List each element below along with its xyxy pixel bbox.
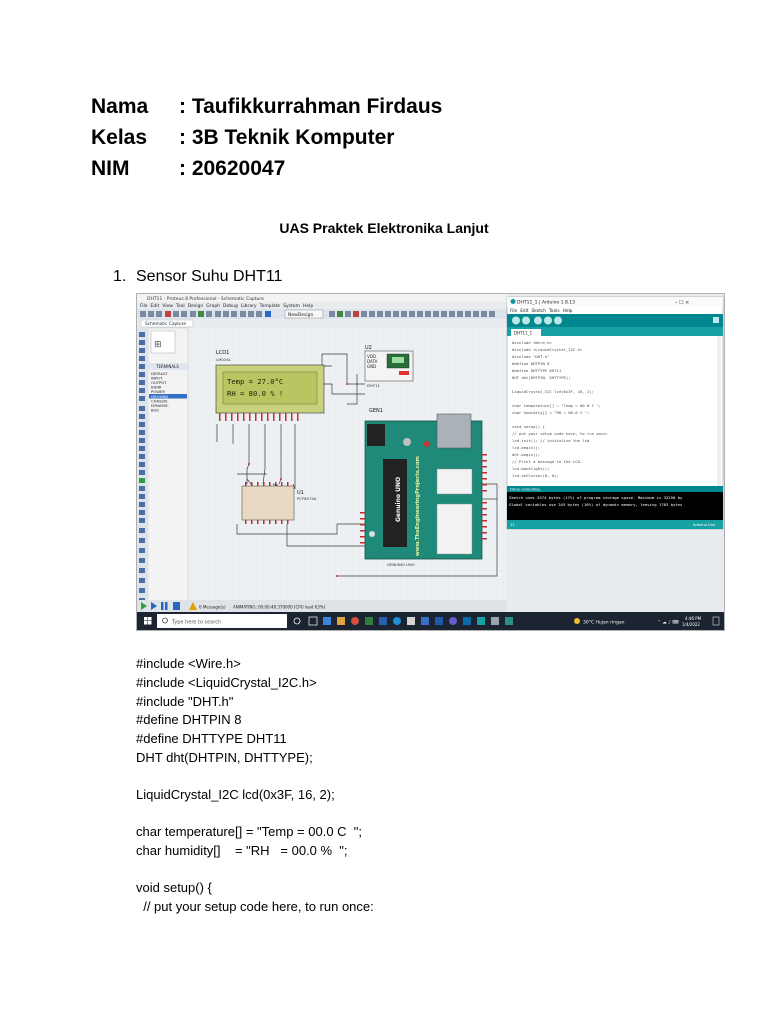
taskbar-weather[interactable]: 30°C Hujan ringan — [583, 620, 625, 626]
svg-text:OUTPUT: OUTPUT — [151, 380, 167, 385]
svg-text:char temperature[] = "Temp = 0: char temperature[] = "Temp = 00.0 C "; — [512, 403, 602, 408]
terminals-header: TERMINALS — [156, 364, 179, 369]
window-controls[interactable]: – ☐ × — [675, 300, 690, 306]
pause-icon — [161, 602, 164, 610]
proteus-title: DHT11 - Proteus 8 Professional - Schematic Capture — [147, 297, 264, 302]
code-line: #include <Wire.h> — [136, 656, 241, 671]
svg-text:#include "DHT.h": #include "DHT.h" — [512, 354, 550, 359]
svg-text:FileEditViewToolDesignGraphDeb — [140, 303, 313, 309]
svg-text:#define DHTPIN 8: #define DHTPIN 8 — [512, 361, 550, 366]
svg-text:CHASSIS: CHASSIS — [151, 398, 168, 404]
name-value: : Taufikkurrahman Firdaus — [179, 95, 443, 118]
document-title: UAS Praktek Elektronika Lanjut — [279, 220, 489, 236]
svg-text:// Print a message to the LCD.: // Print a message to the LCD. — [512, 459, 583, 464]
svg-text:// put your setup code here, t: // put your setup code here, to run once: — [512, 431, 609, 436]
code-line: #define DHTPIN 8 — [136, 712, 242, 727]
design-combo-text: NewDesign — [288, 313, 314, 318]
svg-text:DYNAMIC: DYNAMIC — [151, 403, 169, 408]
svg-text:DHT11_1: DHT11_1 — [514, 330, 533, 336]
code-line: #define DHTTYPE DHT11 — [136, 731, 287, 746]
schematic-tab-label: Schematic Capture — [145, 322, 186, 327]
code-line: LiquidCrystal_I2C lcd(0x3F, 16, 2); — [136, 787, 335, 802]
svg-text:Sketch uses 5574 bytes (17%) o: Sketch uses 5574 bytes (17%) of program storage space. Maximum is 32256 by — [509, 495, 683, 500]
arduino-board — [365, 414, 482, 559]
preview-icon: ⊞ — [154, 340, 162, 350]
svg-text:DHT dht(DHTPIN, DHTTYPE);: DHT dht(DHTPIN, DHTTYPE); — [512, 375, 571, 380]
menu-library: Library — [240, 304, 257, 309]
arduino-footer: GENUINO UNO — [387, 562, 415, 567]
svg-text:VDD: VDD — [367, 354, 376, 359]
nim-label: NIM — [91, 157, 130, 180]
svg-text:char humidity[] = "RH = 0: char humidity[] = "RH = 00.0 % "; — [512, 410, 590, 415]
menu-debug: Debug — [223, 304, 238, 309]
lcd-line-2: RH = 80.0 % ! — [227, 389, 284, 398]
taskbar-time: 4:46 PM — [685, 616, 702, 621]
pcf8574a-chip — [242, 486, 294, 520]
code-line: char humidity[] = "RH = 00.0 % "; — [136, 843, 348, 858]
svg-text:BIDIR: BIDIR — [151, 384, 162, 390]
code-line: // put your setup code here, to run once: — [136, 899, 374, 914]
animating-status: ANIMATING: 00:00:48.370000 (CPU load 63%) — [233, 604, 326, 610]
svg-text:BUS: BUS — [151, 407, 159, 413]
arduino-label: Genuino UNO — [395, 476, 402, 522]
search-placeholder: Type here to search — [172, 619, 222, 626]
toolbar-icons-2[interactable] — [329, 311, 495, 317]
svg-text:lcd.setCursor(0, 0);: lcd.setCursor(0, 0); — [512, 473, 559, 478]
menu-graph: Graph — [206, 304, 221, 309]
stop-icon — [173, 602, 180, 610]
gen-ref: GEN1 — [369, 408, 383, 414]
class-value: : 3B Teknik Komputer — [179, 126, 395, 149]
svg-text:GROUND: GROUND — [151, 393, 169, 399]
nim-value: : 20620047 — [179, 157, 286, 180]
arduino-line-no: 11 — [510, 522, 515, 527]
weather-icon — [574, 618, 580, 624]
messages-count[interactable]: 6 Message(s) — [199, 604, 226, 610]
menu-edit: Edit — [150, 304, 160, 309]
svg-text:lcd.init(); // initi: lcd.init(); // initialize the lcd — [512, 438, 590, 443]
svg-text:#include <LiquidCrystal_I2C.h>: #include <LiquidCrystal_I2C.h> — [512, 347, 583, 352]
taskbar-date: 1/4/2022 — [682, 622, 700, 627]
svg-text:POWER: POWER — [151, 389, 166, 394]
svg-text:INPUT: INPUT — [151, 375, 163, 381]
menu-view: View — [162, 304, 173, 309]
svg-text:#include <Wire.h>: #include <Wire.h> — [512, 340, 552, 345]
class-label: Kelas — [91, 126, 148, 149]
code-line: char temperature[] = "Temp = 00.0 C "; — [136, 824, 363, 839]
svg-text:FileEditSketchToolsHelp: File Edit Sketch Tools Help — [510, 309, 573, 314]
arduino-title: DHT11_1 | Arduino 1.8.13 — [517, 300, 575, 306]
svg-text:lcd.begin();: lcd.begin(); — [512, 445, 541, 450]
u2-ref: U2 — [365, 345, 372, 351]
svg-text:dht.begin();: dht.begin(); — [512, 452, 541, 457]
proteus-menu[interactable] — [140, 303, 313, 309]
svg-text:void setup() {: void setup() { — [512, 424, 545, 429]
menu-help: Help — [302, 304, 314, 309]
arduino-board-name: Arduino Uno — [693, 523, 716, 527]
menu-template: Template — [259, 304, 281, 309]
lcd-part: LM016L — [216, 357, 231, 362]
menu-design: Design — [187, 304, 204, 309]
svg-text:#define DHTTYPE DHT11: #define DHTTYPE DHT11 — [512, 368, 562, 373]
svg-text:DATA: DATA — [367, 359, 378, 364]
section-number: 1. — [113, 268, 127, 285]
code-line: DHT dht(DHTPIN, DHTTYPE); — [136, 750, 313, 765]
u1-ref: U1 — [297, 490, 304, 496]
svg-text:GND: GND — [367, 364, 377, 369]
menu-file: File — [140, 304, 148, 309]
dht-part: DHT11 — [367, 383, 380, 388]
section-heading — [113, 268, 282, 286]
svg-text:DEFAULT: DEFAULT — [151, 371, 168, 376]
svg-text:LiquidCrystal_I2C lcd(0x3F, 16: LiquidCrystal_I2C lcd(0x3F, 16, 2); — [512, 389, 594, 394]
code-line: #include <LiquidCrystal_I2C.h> — [136, 675, 317, 690]
svg-text:lcd.backlight();: lcd.backlight(); — [512, 466, 550, 471]
code-line: void setup() { — [136, 880, 212, 895]
pcf-part: PCF8574A — [297, 496, 317, 501]
arduino-status: Done compiling. — [510, 486, 541, 492]
arduino-site: www.TheEngineeringProjects.com — [415, 456, 421, 556]
menu-system: System — [283, 304, 300, 309]
menu-tool: Tool — [175, 304, 185, 309]
embedded-screenshot — [136, 293, 725, 631]
svg-text:Global variables use 345 bytes: Global variables use 345 bytes (16%) of dynamic memory, leaving 1703 bytes — [509, 502, 683, 507]
section-label: Sensor Suhu DHT11 — [136, 268, 283, 285]
lcd-line-1: Temp = 27.0°C — [227, 377, 284, 386]
lcd-ref: LCD1 — [216, 350, 230, 356]
tray-icons[interactable]: ⌃ ☁ ♪ ⌨ — [657, 620, 679, 626]
code-line: #include "DHT.h" — [136, 694, 234, 709]
name-label: Nama — [91, 95, 149, 118]
